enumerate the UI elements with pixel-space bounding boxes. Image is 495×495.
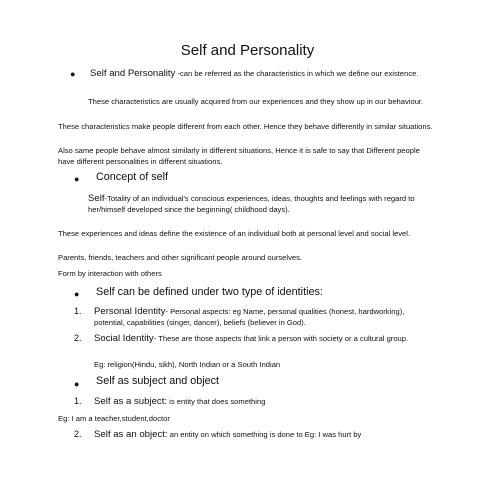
paragraph-existence: These experiences and ideas define the existence of an individual both at personal level and social level. [58,229,411,238]
self-subject-item [94,397,434,408]
concept-lead: Self [88,193,105,204]
concept-paragraph [88,194,436,215]
social-identity-item [94,334,434,345]
paragraph-differ: These characteristics make people different from each other. Hence they behave differently in similar situations. [58,122,433,131]
concept-text: -Totality of an individual's conscious experiences, ideas, thoughts and feelings with regard to her/himself developed since the beginning( childhood days). [88,194,415,214]
list-number: 1. [74,396,82,406]
personal-identity-item [94,307,434,328]
bullet-icon: ● [74,379,80,389]
bullet-icon: ● [70,69,76,79]
social-identity-lead: Social Identity [94,333,154,344]
bullet-icon: ● [74,289,80,299]
list-number: 1. [74,306,82,316]
concept-heading: Concept of self [96,171,169,183]
social-identity-example: Eg: religion(Hindu, sikh), North Indian or a South Indian [94,360,281,369]
bullet-icon: ● [74,174,80,184]
intro-paragraph-2: These characteristics are usually acquired from our experiences and they show up in our behaviour. [88,97,424,106]
self-object-lead: Self as an object: [94,429,168,440]
subject-example: Eg: I am a teacher,student,doctor [58,414,170,423]
list-number: 2. [74,333,82,343]
self-object-item [94,430,439,441]
intro-paragraph [90,69,435,80]
self-subject-text: is entity that does something [167,397,266,406]
personal-identity-lead: Personal Identity [94,306,166,317]
personal-identity-text: - Personal aspects: eg Name, personal qualities (honest, hardworking), potential, capabilities (singer, dancer), beliefs (believer in God). [94,307,405,327]
paragraph-similar: Also same people behave almost similarly in different situations, Hence it is safe to say that Different people have different personalities in different situations. [58,146,420,166]
identities-heading: Self can be defined under two type of identities: [96,286,323,298]
paragraph-parents: Parents, friends, teachers and other significant people around ourselves. [58,253,302,262]
self-object-text: an entity on which something is done to Eg: I was hurt by [167,430,362,439]
social-identity-text: - These are those aspects that link a person with society or a cultural group. [153,334,409,343]
intro-text: -can be referred as the characteristics in which we define our existence. [175,69,419,78]
paragraph-form: Form by interaction with others [58,269,162,278]
subject-heading: Self as subject and object [96,375,220,387]
list-number: 2. [74,429,82,439]
self-subject-lead: Self as a subject: [94,396,168,407]
intro-heading: Self and Personality [90,68,176,79]
page-title: Self and Personality [180,42,315,59]
